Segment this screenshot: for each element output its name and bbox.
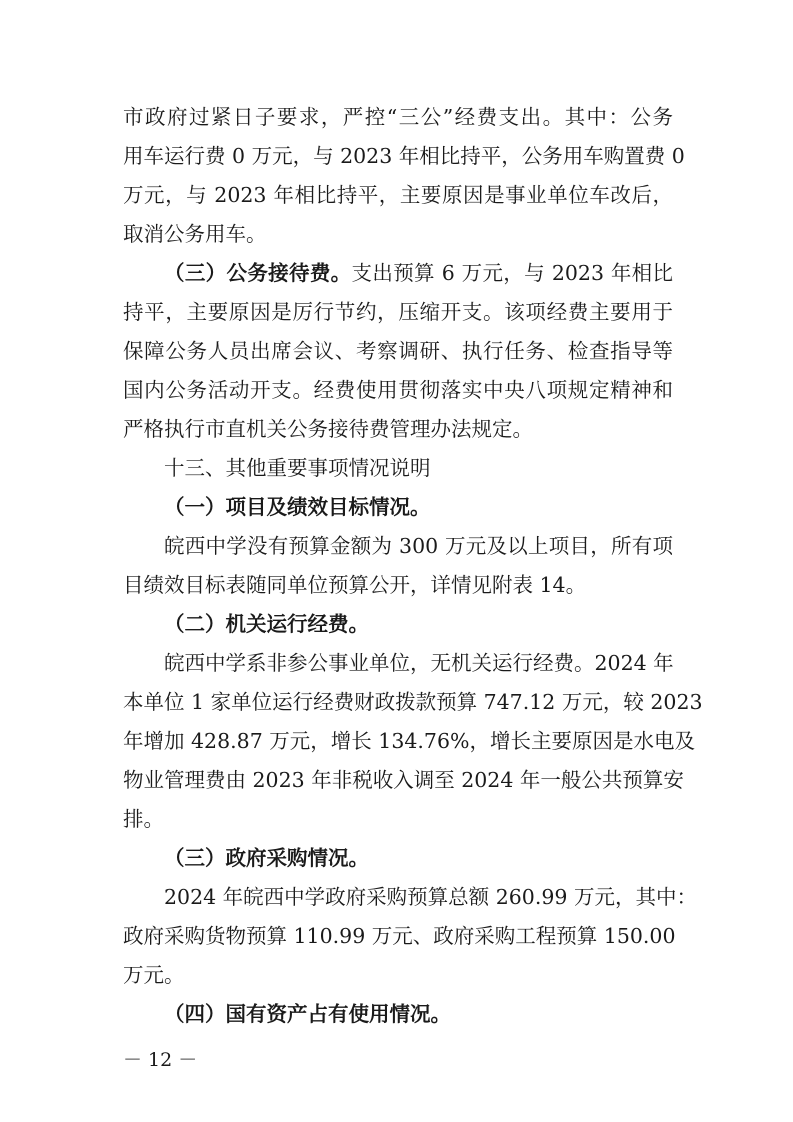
section-heading-projects: （一）项目及绩效目标情况。	[164, 495, 431, 519]
paragraph-line: 排。	[123, 807, 164, 831]
section-heading-operating-costs: （二）机关运行经费。	[164, 612, 369, 636]
paragraph-line: 持平，主要原因是厉行节约，压缩开支。该项经费主要用于	[123, 300, 673, 324]
section-heading-state-assets: （四）国有资产占有使用情况。	[164, 1002, 451, 1026]
paragraph-line: 年增加 428.87 万元，增长 134.76%，增长主要原因是水电及	[123, 729, 695, 753]
section-heading-reception-fee: （三）公务接待费。	[164, 261, 352, 285]
paragraph-line: 严格执行市直机关公务接待费管理办法规定。	[123, 417, 533, 441]
paragraph-line: 市政府过紧日子要求，严控“三公”经费支出。其中：公务	[123, 105, 673, 129]
paragraph-line: 取消公务用车。	[123, 222, 267, 246]
paragraph-line: 保障公务人员出席会议、考察调研、执行任务、检查指导等	[123, 339, 673, 363]
paragraph-line: 本单位 1 家单位运行经费财政拨款预算 747.12 万元，较 2023	[123, 690, 703, 714]
paragraph-line: 皖西中学没有预算金额为 300 万元及以上项目，所有项	[164, 534, 673, 558]
paragraph-line: 万元，与 2023 年相比持平，主要原因是事业单位车改后，	[123, 183, 673, 207]
paragraph-line: 国内公务活动开支。经费使用贯彻落实中央八项规定精神和	[123, 378, 673, 402]
section-heading-procurement: （三）政府采购情况。	[164, 846, 369, 870]
paragraph-line: 万元。	[123, 963, 185, 987]
paragraph-line: 2024 年皖西中学政府采购预算总额 260.99 万元，其中：	[164, 885, 697, 909]
paragraph-line: 物业管理费由 2023 年非税收入调至 2024 年一般公共预算安	[123, 768, 684, 792]
reception-fee-line	[164, 253, 673, 293]
paragraph-text: 支出预算 6 万元，与 2023 年相比	[351, 261, 674, 285]
section-heading-other-matters: 十三、其他重要事项情况说明	[164, 456, 431, 480]
page-number: － 12 －	[123, 1049, 198, 1071]
paragraph-line: 政府采购货物预算 110.99 万元、政府采购工程预算 150.00	[123, 924, 676, 948]
paragraph-line: 目绩效目标表随同单位预算公开，详情见附表 14。	[123, 573, 587, 597]
paragraph-line: 用车运行费 0 万元，与 2023 年相比持平，公务用车购置费 0	[123, 144, 685, 168]
paragraph-line: 皖西中学系非参公事业单位，无机关运行经费。2024 年	[164, 651, 674, 675]
